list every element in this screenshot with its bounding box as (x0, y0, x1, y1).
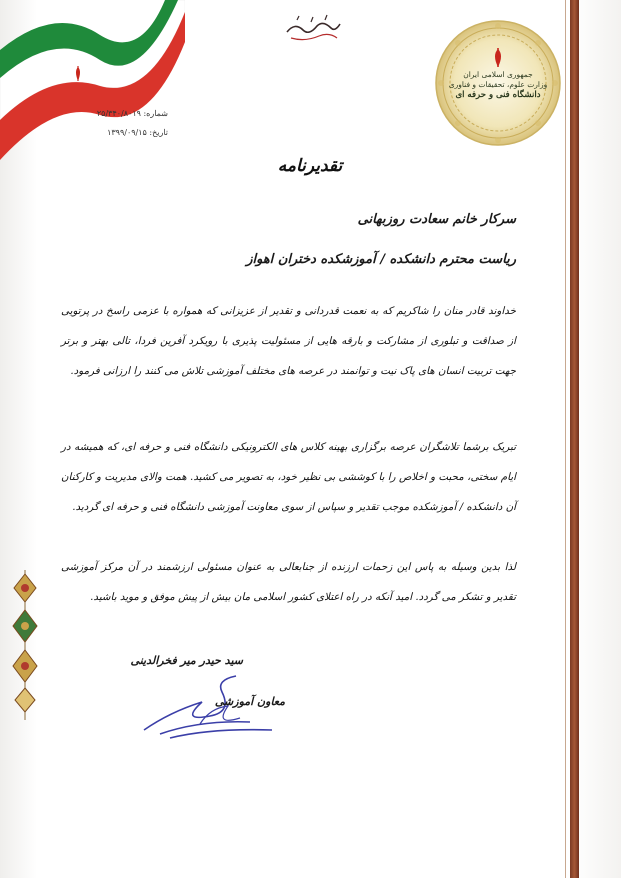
body-paragraph-3: لذا بدین وسیله به پاس این زحمات ارزنده از جنابعالی به عنوان مسئولی ارزشمند در آن مرکز آموزشی تقدیر و تشکر می گردد. امید آنکه در راه اعتلای کشور اسلامی مان بیش از پیش موفق و موید باشید. (61, 561, 516, 603)
letter-metadata (88, 104, 168, 142)
page-title: تقدیرنامه (277, 156, 343, 176)
seal-line-2: وزارت علوم، تحقیقات و فناوری (448, 80, 548, 89)
basmala-calligraphy (283, 12, 343, 46)
addressee: سرکار خانم سعادت روزبهانی (357, 212, 516, 227)
signer-title: معاون آموزشی (214, 695, 285, 708)
body-paragraph-2: تبریک برشما تلاشگران عرصه برگزاری بهینه کلاس های الکترونیکی دانشگاه فنی و حرفه ای، که همیشه در ایام سختی، محبت و اخلاص را با کوششی بی نظیر خود، به تصویر می کشید. همت والای مدیریت و کارکنان آن دانشکده / آموزشکده موجب تقدیر و سپاس از سوی معاونت آموزشی دانشگاه فنی و حرفه ای گردید. (61, 441, 516, 513)
signer-name: سید حیدر میر فخرالدینی (130, 654, 243, 667)
seal-line-1: جمهوری اسلامی ایران (463, 70, 533, 79)
letter-number: شماره: ۲۵/۳۴۰/۸۰۱۹ (96, 109, 168, 118)
seal-text (448, 70, 548, 100)
frame-inner-line (565, 0, 566, 878)
decorative-ornament (10, 570, 40, 720)
seal-line-3: دانشگاه فنی و حرفه ای (455, 90, 541, 100)
decorative-border (570, 0, 579, 878)
letter-date: تاریخ: ۱۳۹۹/۰۹/۱۵ (107, 128, 168, 137)
addressee-position: ریاست محترم دانشکده / آموزشکده دختران اهواز (246, 252, 516, 267)
body-paragraph-1: خداوند قادر منان را شاکریم که به نعمت قدردانی و تقدیر از عزیزانی که همواره با عزمی راسخ در پرتویی از صداقت و تبلوری از مشارکت و بارقه هایی از مسئولیت پذیری با رویکرد آفرین فردا، تالی بهتر و برتر جهت تربیت انسان های پاک نیت و توانمند در عرصه های مختلف آموزشی تلاش می کنند را ارزانی فرمود. (61, 305, 516, 377)
